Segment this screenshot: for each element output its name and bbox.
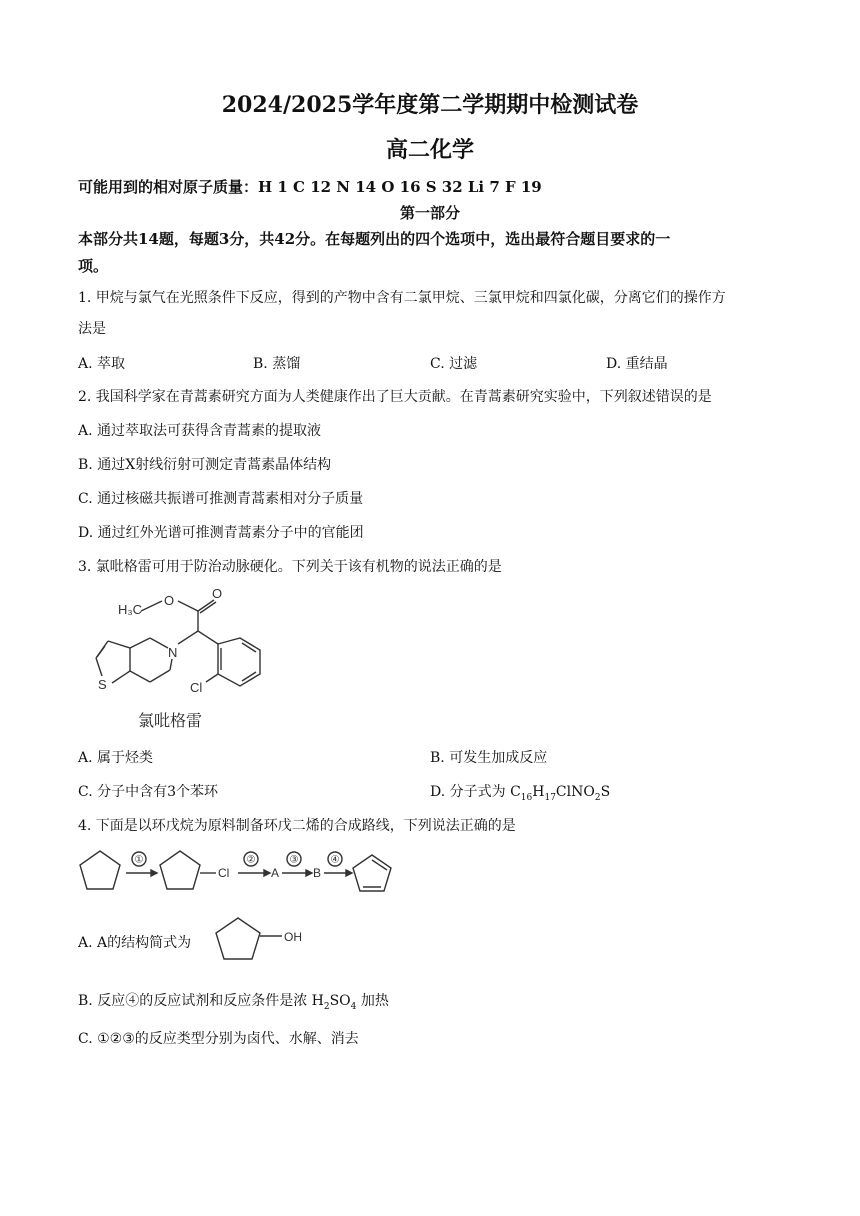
q1-option-b: B. 蒸馏 xyxy=(253,356,301,372)
q3-option-c: C. 分子中含有3个苯环 xyxy=(78,784,219,800)
scheme-cl-label: Cl xyxy=(218,866,230,880)
q1-option-d: D. 重结晶 xyxy=(606,356,668,372)
clopidogrel-structure-figure xyxy=(78,586,278,736)
instructions-line-2: 项。 xyxy=(78,257,109,275)
cyclopentanol-structure xyxy=(208,912,308,970)
cyclopentane-shape xyxy=(80,851,120,889)
step-2-label: ② xyxy=(246,854,256,866)
methyl-label: H₃C xyxy=(118,602,143,617)
q2-option-d: D. 通过红外光谱可推测青蒿素分子中的官能团 xyxy=(78,525,364,541)
part-title: 第一部分 xyxy=(399,204,460,222)
q1-option-c: C. 过滤 xyxy=(430,356,478,372)
step-4-label: ④ xyxy=(330,854,340,866)
q4-stem: 4. 下面是以环戊烷为原料制备环戊二烯的合成路线，下列说法正确的是 xyxy=(78,818,516,834)
q1-stem-line-2: 法是 xyxy=(78,321,106,337)
q3-option-a: A. 属于烃类 xyxy=(78,750,154,766)
q3-stem: 3. 氯吡格雷可用于防治动脉硬化。下列关于该有机物的说法正确的是 xyxy=(78,559,502,575)
q2-option-b: B. 通过X射线衍射可测定青蒿素晶体结构 xyxy=(78,457,332,473)
q3-option-d: D. 分子式为 $C_{16}H_{17}ClNO_2S$ xyxy=(430,784,611,803)
chlorocyclopentane-shape xyxy=(160,851,200,889)
exam-title: 2024/2025学年度第二学期期中检测试卷 xyxy=(221,92,639,118)
q2-stem: 2. 我国科学家在青蒿素研究方面为人类健康作出了巨大贡献。在青蒿素研究实验中，下列叙述错误的是 xyxy=(78,389,712,405)
q3-option-b: B. 可发生加成反应 xyxy=(430,750,548,766)
nitrogen-label: N xyxy=(168,645,178,660)
subject-title: 高二化学 xyxy=(385,137,474,163)
instructions-line-1: 本部分共14题，每题3分，共42分。在每题列出的四个选项中，选出最符合题目要求的一 xyxy=(78,230,671,248)
atomic-mass-line: 可能用到的相对原子质量：H 1 C 12 N 14 O 16 S 32 Li 7 F 19 xyxy=(78,178,542,196)
step-1-label: ① xyxy=(134,854,144,866)
carbonyl-oxygen-label: O xyxy=(212,586,223,601)
q1-stem-line-1: 1. 甲烷与氯气在光照条件下反应，得到的产物中含有二氯甲烷、三氯甲烷和四氯化碳，分离它们的操作方 xyxy=(78,290,726,306)
q2-option-a: A. 通过萃取法可获得含青蒿素的提取液 xyxy=(78,423,322,439)
clopidogrel-caption: 氯吡格雷 xyxy=(138,711,203,730)
q1-option-a: A. 萃取 xyxy=(78,356,126,372)
q2-option-c: C. 通过核磁共振谱可推测青蒿素相对分子质量 xyxy=(78,491,364,507)
scheme-a-label: A xyxy=(271,866,280,880)
scheme-b-label: B xyxy=(313,866,322,880)
chlorine-label: Cl xyxy=(190,680,203,695)
sulfur-label: S xyxy=(98,677,107,692)
q4-option-c: C. ①②③的反应类型分别为卤代、水解、消去 xyxy=(78,1031,359,1047)
synthesis-route-scheme xyxy=(78,843,398,901)
q4-option-a: A. A的结构简式为 xyxy=(78,935,192,951)
hydroxyl-label: OH xyxy=(284,930,302,944)
q4-option-b: B. 反应④的反应试剂和反应条件是浓 $H_2SO_4$ 加热 xyxy=(78,993,389,1012)
step-3-label: ③ xyxy=(289,854,299,866)
ester-oxygen-label: O xyxy=(164,593,175,608)
